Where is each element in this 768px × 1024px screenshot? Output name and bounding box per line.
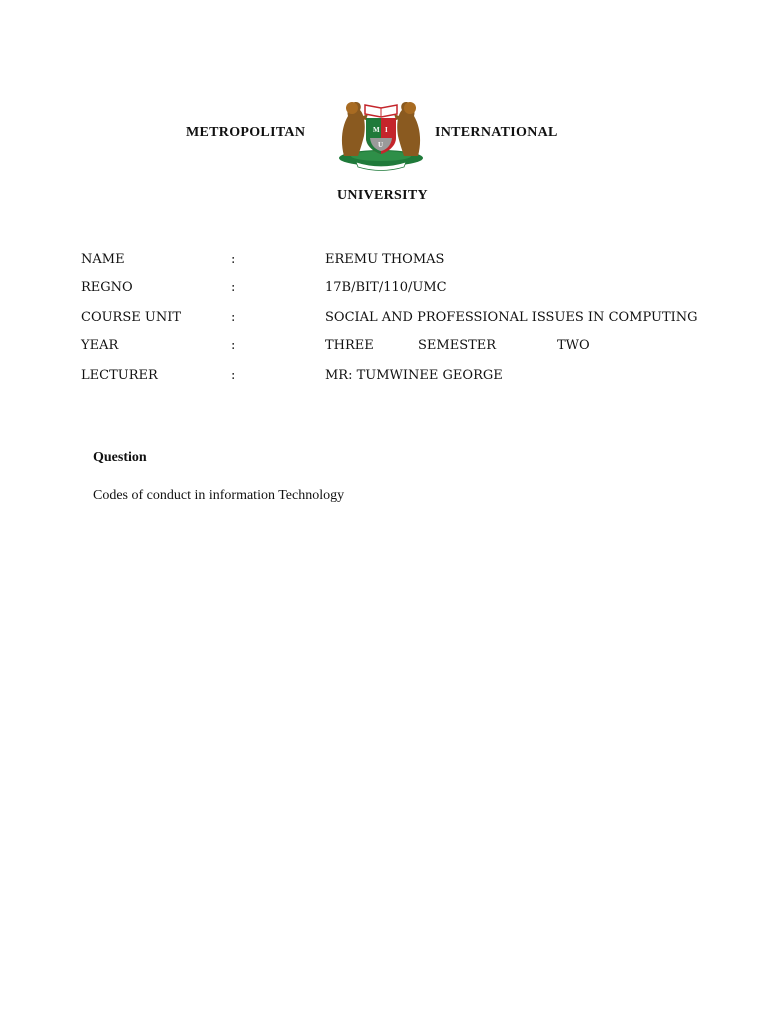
- detail-value: SOCIAL AND PROFESSIONAL ISSUES IN COMPUTING: [325, 310, 698, 325]
- detail-label: NAME: [81, 252, 125, 267]
- semester-value: TWO: [557, 338, 590, 353]
- detail-label: COURSE UNIT: [81, 310, 182, 325]
- detail-value: MR: TUMWINEE GEORGE: [325, 368, 503, 383]
- detail-separator: :: [231, 280, 236, 295]
- detail-value: EREMU THOMAS: [325, 252, 445, 267]
- svg-text:I: I: [385, 126, 388, 134]
- detail-value: THREE: [325, 338, 374, 353]
- header-center-word: UNIVERSITY: [337, 188, 428, 203]
- header-left-word: METROPOLITAN: [186, 125, 306, 140]
- detail-label: REGNO: [81, 280, 133, 295]
- detail-separator: :: [231, 310, 236, 325]
- header-right-word: INTERNATIONAL: [435, 125, 558, 140]
- svg-text:M: M: [373, 126, 380, 134]
- detail-separator: :: [231, 338, 236, 353]
- detail-label: YEAR: [81, 338, 119, 353]
- detail-separator: :: [231, 368, 236, 383]
- university-crest-icon: [330, 96, 432, 176]
- detail-label: LECTURER: [81, 368, 158, 383]
- svg-text:U: U: [378, 141, 384, 149]
- question-text: Codes of conduct in information Technology: [93, 488, 345, 503]
- detail-separator: :: [231, 252, 236, 267]
- semester-label: SEMESTER: [418, 338, 497, 353]
- question-heading: Question: [93, 450, 147, 465]
- detail-value: 17B/BIT/110/UMC: [325, 280, 447, 295]
